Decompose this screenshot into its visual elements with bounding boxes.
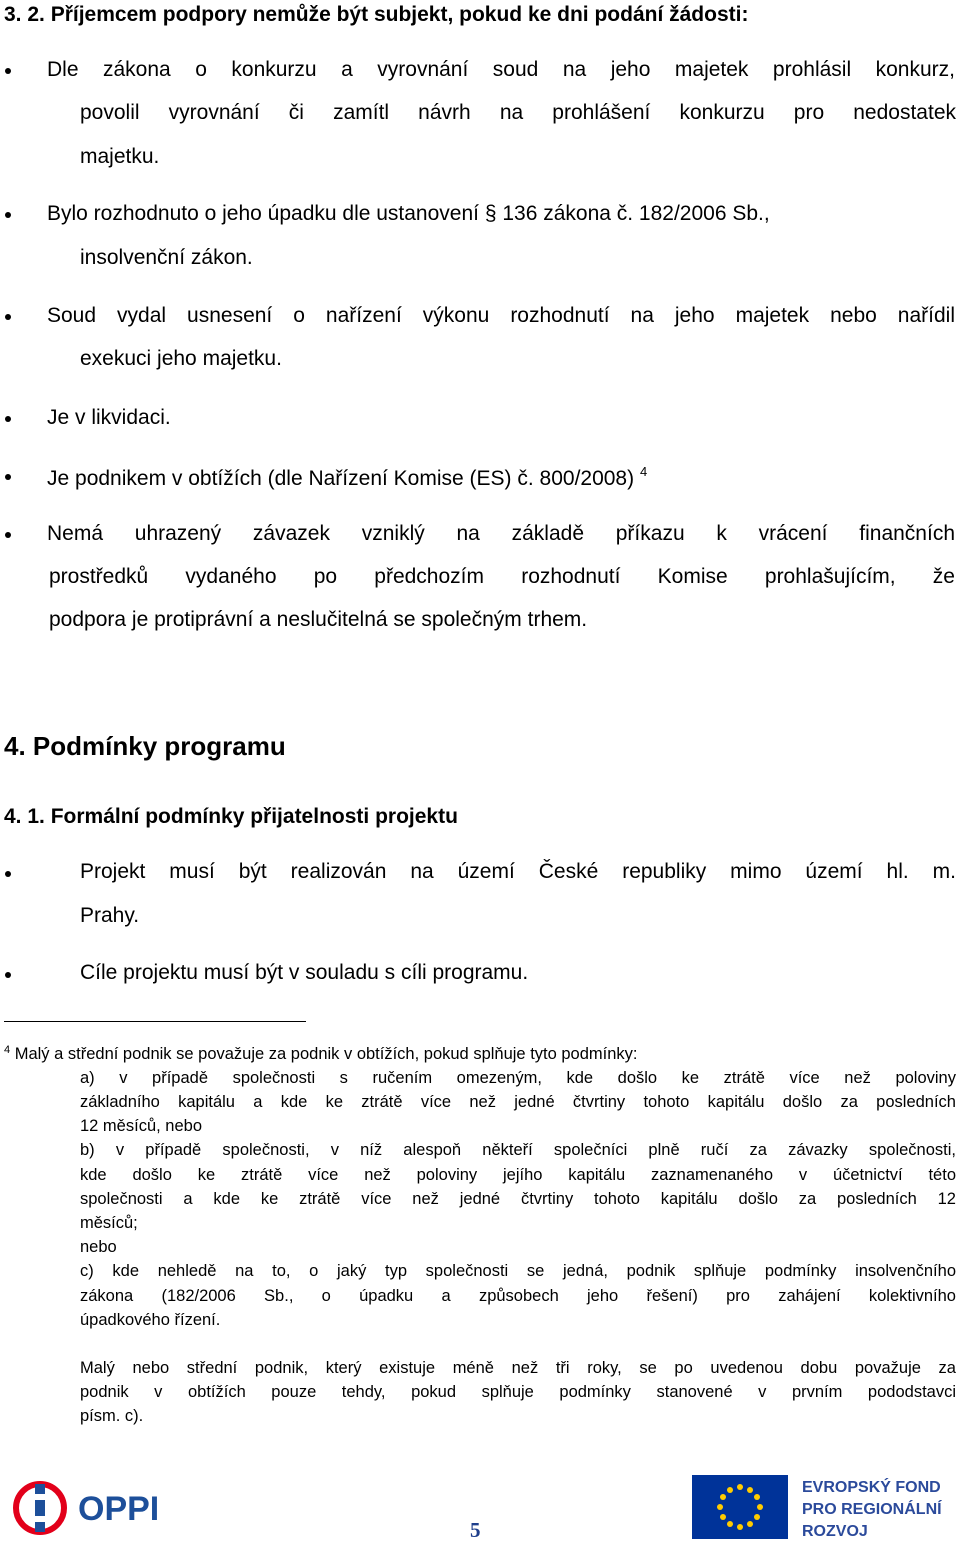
- list-item-line: Bylo rozhodnuto o jeho úpadku dle ustanovení § 136 zákona č. 182/2006 Sb.,: [47, 202, 770, 225]
- footnote-line: úpadkového řízení.: [80, 1311, 221, 1329]
- footnote-line: Malý nebo střední podnik, který existuje méně než tři roky, se po uvedenou dobu považuje za: [80, 1359, 956, 1377]
- footnote-line: podnik v obtížích pouze tehdy, pokud splňuje podmínky stanovené v prvním pododstavci: [80, 1383, 956, 1401]
- footnote-line: b) v případě společnosti, v níž alespoň někteří společníci plně ručí za závazky společnosti,: [80, 1141, 956, 1159]
- footnote-intro-text: Malý a střední podnik se považuje za podnik v obtížích, pokud splňuje tyto podmínky:: [14, 1045, 638, 1063]
- bullet-icon: [5, 212, 11, 218]
- list-item-line: exekuci jeho majetku.: [80, 347, 282, 370]
- oppi-logo-text: OPPI: [78, 1490, 160, 1528]
- list-item-line: Dle zákona o konkurzu a vyrovnání soud na jeho majetek prohlásil konkurz,: [47, 58, 955, 81]
- footnote-intro: [4, 1044, 638, 1064]
- bullet-icon: [5, 314, 11, 320]
- list-item-line: Cíle projektu musí být v souladu s cíli programu.: [80, 961, 529, 984]
- erdf-line-1: EVROPSKÝ FOND: [802, 1479, 941, 1496]
- footnote-line: c) kde nehledě na to, o jaký typ společnosti se jedná, podnik splňuje podmínky insolvenčního: [80, 1262, 956, 1280]
- footnote-marker: 4: [4, 1044, 11, 1056]
- erdf-logo: [692, 1473, 956, 1541]
- oppi-logo-icon: [8, 1478, 178, 1538]
- list-item-line: Prahy.: [80, 904, 140, 927]
- list-item-line: prostředků vydaného po předchozím rozhodnutí Komise prohlašujícím, že: [49, 565, 955, 588]
- footnote-line: základního kapitálu a kde ke ztrátě více než jedné čtvrtiny tohoto kapitálu došlo za posledních: [80, 1093, 956, 1111]
- bullet-icon: [5, 416, 11, 422]
- list-item-line: Je v likvidaci.: [47, 406, 171, 429]
- list-item-line: Soud vydal usnesení o nařízení výkonu rozhodnutí na jeho majetek nebo nařídil: [47, 304, 955, 327]
- eu-flag-icon: [692, 1473, 956, 1541]
- list-item-line: Nemá uhrazený závazek vzniklý na základě příkazu k vrácení finančních: [47, 522, 955, 545]
- list-item-text: Je podnikem v obtížích (dle Nařízení Komise (ES) č. 800/2008): [47, 467, 635, 490]
- bullet-icon: [5, 972, 11, 978]
- footnote-line: nebo: [80, 1238, 117, 1256]
- footnote-line: zákona (182/2006 Sb., o úpadku a způsobech jeho řešení) pro zahájení kolektivního: [80, 1287, 956, 1305]
- list-item-line: podpora je protiprávní a neslučitelná se společným trhem.: [49, 608, 588, 631]
- footnote-ref[interactable]: 4: [639, 464, 648, 479]
- footnote-line: 12 měsíců, nebo: [80, 1117, 202, 1135]
- erdf-line-2: PRO REGIONÁLNÍ: [802, 1501, 942, 1518]
- page-number: 5: [470, 1518, 481, 1542]
- section-heading-3-2: 3. 2. Příjemcem podpory nemůže být subjekt, pokud ke dni podání žádosti:: [4, 3, 749, 26]
- footnote-separator: [4, 1021, 306, 1022]
- footnote-line: společnosti a kde ke ztrátě více než jedné čtvrtiny tohoto kapitálu došlo za posledních 12: [80, 1190, 956, 1208]
- list-item-line: insolvenční zákon.: [80, 246, 253, 269]
- bullet-icon: [5, 68, 11, 74]
- section-heading-4: 4. Podmínky programu: [4, 731, 286, 761]
- section-heading-4-1: 4. 1. Formální podmínky přijatelnosti projektu: [4, 805, 458, 828]
- bullet-icon: [5, 532, 11, 538]
- bullet-icon: [5, 474, 11, 480]
- footnote-line: písm. c).: [80, 1407, 144, 1425]
- list-item-line: povolil vyrovnání či zamítl návrh na prohlášení konkurzu pro nedostatek: [80, 101, 956, 124]
- footnote-line: kde došlo ke ztrátě více než poloviny jejího kapitálu zaznamenaného v účetnictví této: [80, 1166, 956, 1184]
- oppi-logo: [8, 1478, 178, 1538]
- list-item-line: Projekt musí být realizován na území České republiky mimo území hl. m.: [80, 860, 956, 883]
- bullet-icon: [5, 871, 11, 877]
- erdf-line-3: ROZVOJ: [802, 1523, 868, 1540]
- list-item-line: [47, 464, 647, 491]
- footnote-line: a) v případě společnosti s ručením omezeným, kde došlo ke ztrátě více než poloviny: [80, 1069, 956, 1087]
- footnote-line: měsíců;: [80, 1214, 138, 1232]
- list-item-line: majetku.: [80, 145, 160, 168]
